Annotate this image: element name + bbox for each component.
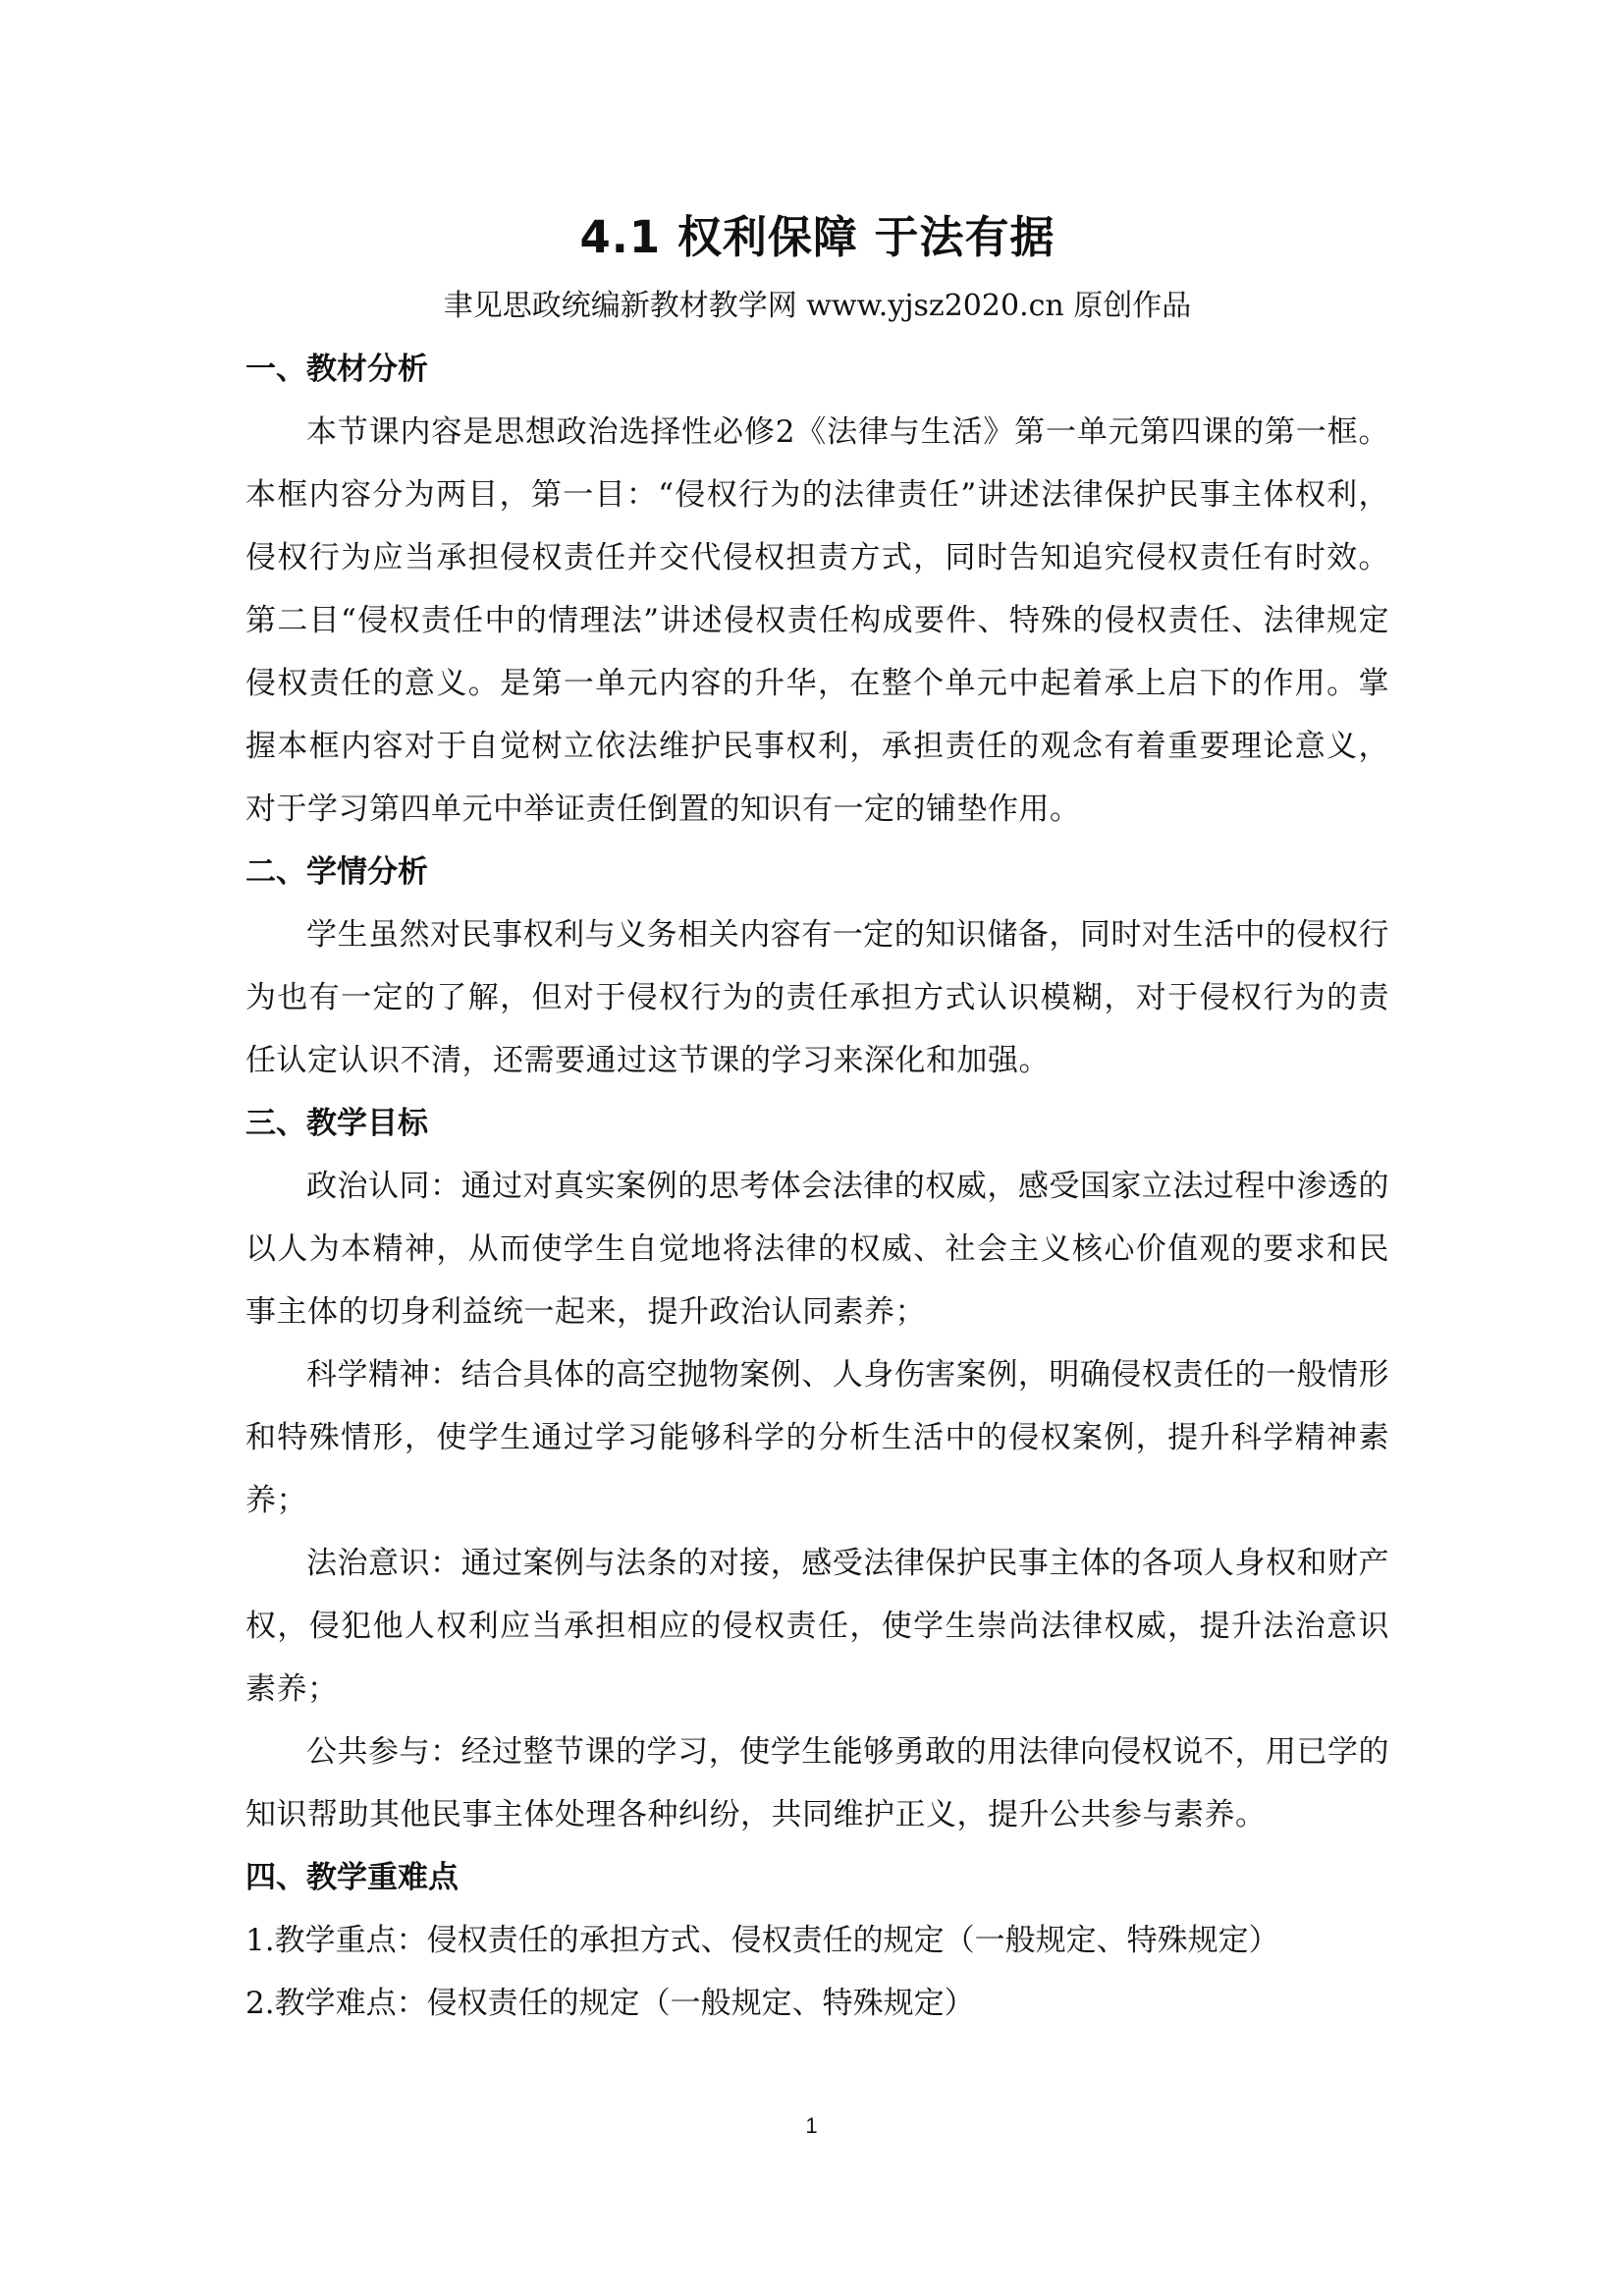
section-heading-key-points: 四、教学重难点 — [245, 1860, 459, 1895]
list-item-key-point: 1.教学重点：侵权责任的承担方式、侵权责任的规定（一般规定、特殊规定） — [245, 1923, 1279, 1958]
paragraph-goal-rule-of-law: 法治意识：通过案例与法条的对接，感受法律保护民事主体的各项人身权和财产权，侵犯他人权利应当承担相应的侵权责任，使学生崇尚法律权威，提升法治意识素养； — [245, 1546, 1389, 1707]
source-line: 聿见思政统编新教材教学网 www.yjsz2020.cn 原创作品 — [443, 289, 1192, 323]
document-body — [245, 206, 1389, 2035]
paragraph-goal-scientific-spirit: 科学精神：结合具体的高空抛物案例、人身伤害案例，明确侵权责任的一般情形和特殊情形，使学生通过学习能够科学的分析生活中的侵权案例，提升科学精神素养； — [245, 1357, 1389, 1518]
section-heading-student-analysis: 二、学情分析 — [245, 854, 428, 890]
page-number: 1 — [805, 2113, 818, 2138]
list-item-difficult-point: 2.教学难点：侵权责任的规定（一般规定、特殊规定） — [245, 1986, 975, 2021]
paragraph-student-analysis: 学生虽然对民事权利与义务相关内容有一定的知识储备，同时对生活中的侵权行为也有一定的了解，但对于侵权行为的责任承担方式认识模糊，对于侵权行为的责任认定认识不清，还需要通过这节课的学习来深化和加强。 — [245, 917, 1389, 1078]
section-heading-textbook-analysis: 一、教材分析 — [245, 352, 428, 387]
paragraph-goal-public-participation: 公共参与：经过整节课的学习，使学生能够勇敢的用法律向侵权说不，用已学的知识帮助其他民事主体处理各种纠纷，共同维护正义，提升公共参与素养。 — [245, 1734, 1389, 1832]
paragraph-goal-political-identity: 政治认同：通过对真实案例的思考体会法律的权威，感受国家立法过程中渗透的以人为本精神，从而使学生自觉地将法律的权威、社会主义核心价值观的要求和民事主体的切身利益统一起来，提升政治认同素养； — [245, 1169, 1389, 1330]
section-heading-teaching-goals: 三、教学目标 — [245, 1106, 428, 1141]
page-title: 4.1 权利保障 于法有据 — [579, 211, 1055, 263]
paragraph-textbook-analysis: 本节课内容是思想政治选择性必修2《法律与生活》第一单元第四课的第一框。本框内容分为两目，第一目：“侵权行为的法律责任”讲述法律保护民事主体权利，侵权行为应当承担侵权责任并交代侵权担责方式，同时告知追究侵权责任有时效。第二目“侵权责任中的情理法”讲述侵权责任构成要件、特殊的侵权责任、法律规定侵权责任的意义。是第一单元内容的升华，在整个单元中起着承上启下的作用。掌握本框内容对于自觉树立依法维护民事权利，承担责任的观念有着重要理论意义，对于学习第四单元中举证责任倒置的知识有一定的铺垫作用。 — [245, 414, 1389, 827]
